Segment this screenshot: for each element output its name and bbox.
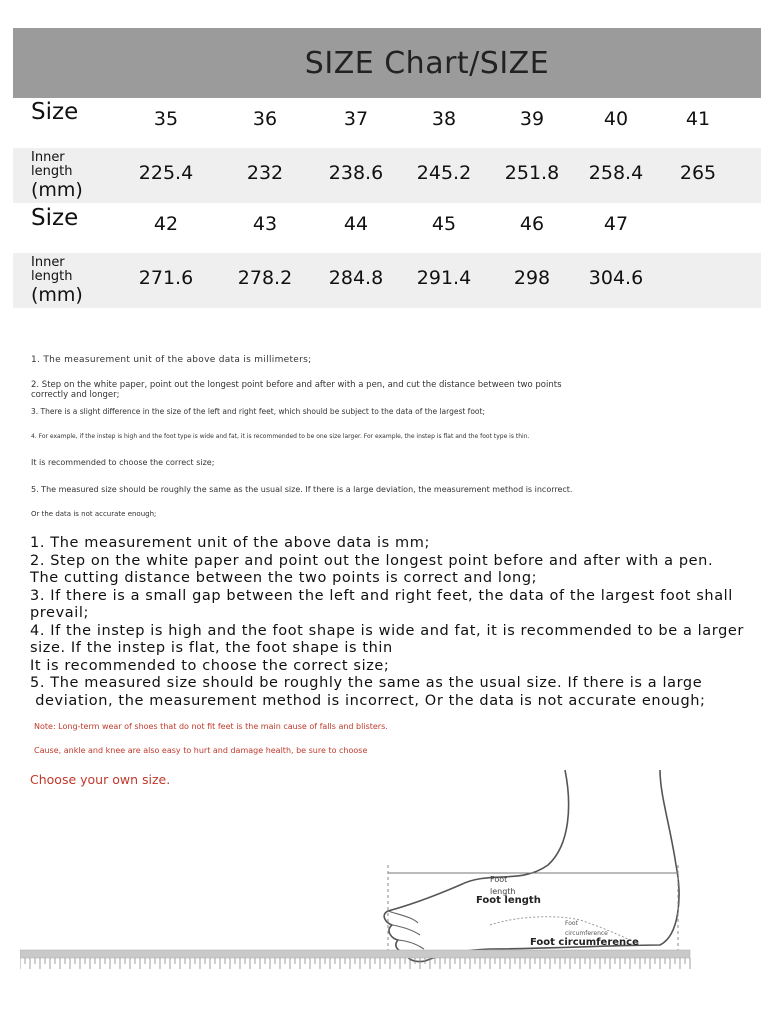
instruction-line: 5. The measured size should be roughly the same as the usual size. If there is a large	[30, 675, 703, 691]
size-cell: 40	[603, 108, 629, 130]
inner-length-cell: 291.4	[416, 267, 472, 289]
inner-label-line1: Inner	[31, 255, 65, 270]
ruler-bar	[20, 950, 690, 958]
foot-measurement-diagram	[20, 765, 720, 975]
measurement-instructions	[30, 535, 765, 710]
inner-label-unit: (mm)	[31, 284, 83, 306]
red-note-1: Note: Long-term wear of shoes that do not fit feet is the main cause of falls and blisters.	[34, 722, 388, 731]
small-note-2b: correctly and longer;	[31, 390, 120, 400]
size-chart-title: SIZE Chart/SIZE	[304, 45, 550, 81]
instruction-line: The cutting distance between the two points is correct and long;	[30, 570, 538, 586]
ruler-ticks	[20, 958, 690, 969]
small-note-4b: It is recommended to choose the correct size;	[31, 458, 215, 467]
size-row-2	[13, 203, 761, 253]
instruction-line: prevail;	[30, 605, 89, 621]
inner-label-line1: Inner	[31, 150, 65, 165]
size-cell: 45	[431, 213, 457, 235]
inner-length-cell: 251.8	[504, 162, 560, 184]
size-cell: 42	[153, 213, 179, 235]
instruction-line: size. If the instep is flat, the foot shape is thin	[30, 640, 393, 656]
inner-length-cell: 298	[513, 267, 551, 289]
size-cell: 43	[252, 213, 278, 235]
inner-length-cell: 232	[246, 162, 284, 184]
instruction-line: 3. If there is a small gap between the left and right feet, the data of the largest foot shall	[30, 587, 733, 604]
foot-circ-small-1: Foot	[565, 920, 578, 927]
inner-length-cell: 225.4	[138, 162, 194, 184]
size-cell: 46	[519, 213, 545, 235]
foot-outline-icon	[384, 770, 679, 962]
small-note-5: 5. The measured size should be roughly the same as the usual size. If there is a large deviation, the measurement method is incorrect.	[31, 485, 573, 494]
inner-length-cell: 245.2	[416, 162, 472, 184]
inner-length-cell: 265	[679, 162, 717, 184]
red-note-3: Choose your own size.	[30, 772, 171, 787]
small-note-2: 2. Step on the white paper, point out the longest point before and after with a pen, and cut the distance between two points	[31, 380, 562, 390]
instruction-line: 2. Step on the white paper and point out the longest point before and after with a pen.	[30, 552, 714, 569]
inner-length-cell: 304.6	[588, 267, 644, 289]
size-row-1	[13, 98, 761, 148]
instruction-line: It is recommended to choose the correct size;	[30, 657, 390, 674]
size-cell: 44	[343, 213, 369, 235]
instruction-line: deviation, the measurement method is incorrect, Or the data is not accurate enough;	[30, 692, 706, 709]
inner-length-row-1	[13, 148, 761, 203]
instruction-line: 4. If the instep is high and the foot shape is wide and fat, it is recommended to be a larger	[30, 622, 744, 639]
inner-length-cell: 284.8	[328, 267, 384, 289]
small-note-5b: Or the data is not accurate enough;	[31, 510, 157, 518]
small-note-1: 1. The measurement unit of the above data is millimeters;	[31, 355, 312, 365]
small-note-4: 4. For example, if the instep is high and the foot type is wide and fat, it is recommended to be one size larger. For example, the instep is flat and the foot type is thin.	[31, 433, 530, 440]
size-label: Size	[31, 205, 79, 231]
foot-circ-small-2: circumference	[565, 930, 608, 937]
size-chart-header	[13, 28, 761, 98]
inner-length-cell: 271.6	[138, 267, 194, 289]
inner-label-unit: (mm)	[31, 179, 83, 201]
foot-circumference-label: Foot circumference	[530, 937, 639, 948]
size-cell: 37	[343, 108, 369, 130]
foot-length-label: Foot length	[476, 895, 541, 906]
inner-label-line2: length	[31, 269, 73, 284]
foot-length-small-1: Foot	[490, 875, 508, 884]
size-cell: 47	[603, 213, 629, 235]
size-cell: 35	[153, 108, 179, 130]
size-cell: 38	[431, 108, 457, 130]
inner-label-line2: length	[31, 164, 73, 179]
size-cell: 36	[252, 108, 278, 130]
instruction-line: 1. The measurement unit of the above data is mm;	[30, 535, 430, 551]
inner-length-label	[31, 151, 83, 201]
size-label: Size	[31, 99, 79, 125]
foot-length-small-2: length	[490, 887, 516, 896]
inner-length-cell: 238.6	[328, 162, 384, 184]
red-note-2: Cause, ankle and knee are also easy to hurt and damage health, be sure to choose	[34, 746, 368, 755]
inner-length-row-2	[13, 253, 761, 308]
size-cell: 41	[685, 108, 711, 130]
inner-length-label	[31, 256, 83, 306]
inner-length-cell: 278.2	[237, 267, 293, 289]
small-note-3: 3. There is a slight difference in the size of the left and right feet, which should be subject to the data of the largest foot;	[31, 407, 485, 416]
inner-length-cell: 258.4	[588, 162, 644, 184]
size-cell: 39	[519, 108, 545, 130]
